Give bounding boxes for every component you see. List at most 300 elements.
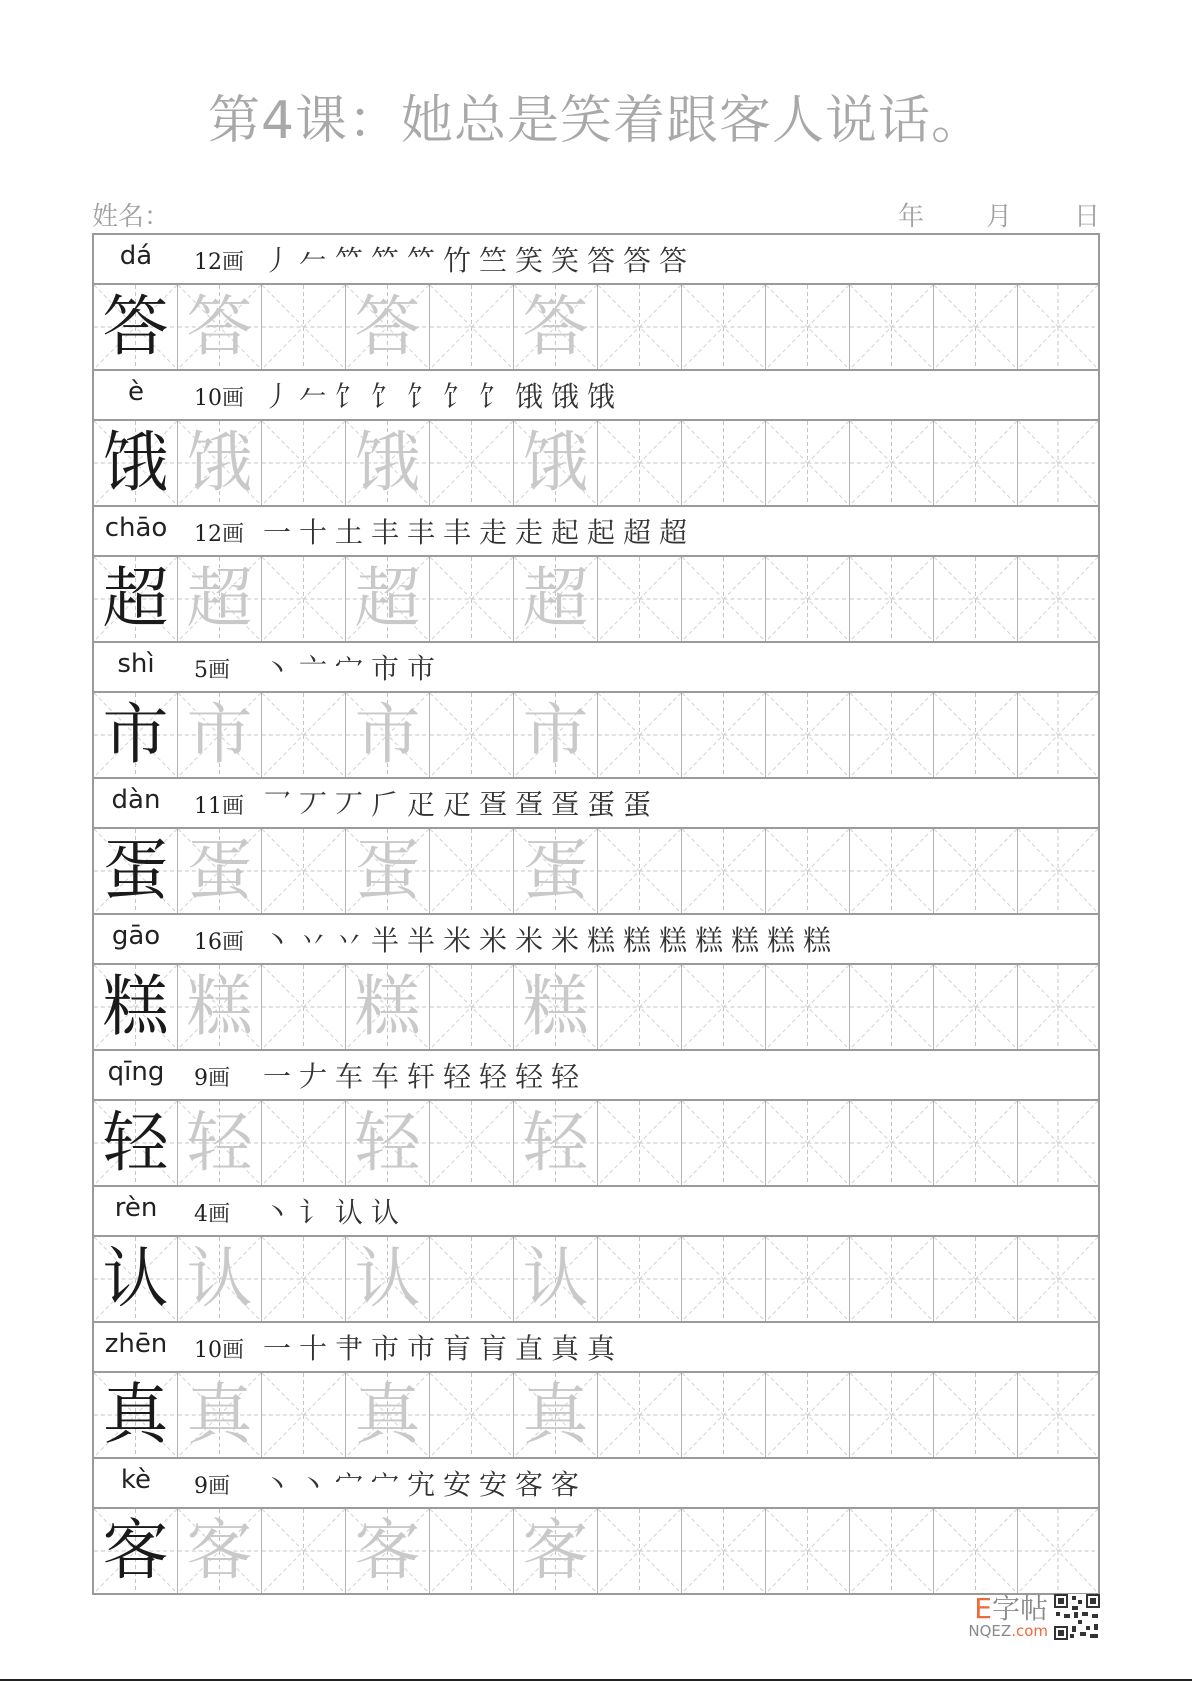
practice-cell[interactable]: [346, 421, 430, 505]
practice-cell[interactable]: [178, 421, 262, 505]
model-cell[interactable]: [94, 693, 178, 777]
model-cell[interactable]: [94, 1509, 178, 1593]
name-label: 姓名：: [92, 202, 171, 232]
trace-character: 认: [522, 1240, 589, 1317]
char-info-row: [94, 915, 1098, 965]
stroke-step: 糕: [730, 924, 759, 957]
stroke-step: 轻: [514, 1060, 543, 1093]
stroke-step: 糕: [658, 924, 687, 957]
stroke-step: 认: [370, 1196, 399, 1229]
practice-cell[interactable]: [850, 421, 934, 505]
trace-character: 轻: [354, 1104, 421, 1181]
practice-cell[interactable]: [1018, 557, 1098, 641]
practice-cell[interactable]: [598, 693, 682, 777]
practice-cell[interactable]: [346, 285, 430, 369]
trace-character: 客: [522, 1512, 589, 1589]
practice-cell[interactable]: [598, 1101, 682, 1185]
practice-cell[interactable]: [934, 421, 1018, 505]
practice-cell[interactable]: [934, 965, 1018, 1049]
practice-cell[interactable]: [262, 829, 346, 913]
stroke-step: 疍: [478, 788, 507, 821]
practice-cell[interactable]: [514, 285, 598, 369]
practice-cell[interactable]: [346, 1237, 430, 1321]
stroke-step: 肓: [478, 1332, 507, 1365]
lesson-title: 第4课：她总是笑着跟客人说话。: [207, 91, 985, 151]
stroke-step: 直: [514, 1332, 543, 1365]
stroke-step: 轩: [406, 1060, 435, 1093]
writing-grid-row: [94, 421, 1098, 507]
stroke-step: 土: [334, 516, 363, 549]
stroke-step: 客: [514, 1468, 543, 1501]
model-character: 蛋: [102, 832, 169, 909]
stroke-step: 饣: [478, 380, 507, 413]
stroke-step: 糕: [802, 924, 831, 957]
writing-grid-row: [94, 693, 1098, 779]
stroke-step: 饣: [442, 380, 471, 413]
model-character: 答: [102, 288, 169, 365]
stroke-step: 米: [550, 924, 579, 957]
stroke-step: 丿: [262, 380, 291, 413]
model-character: 轻: [102, 1104, 169, 1181]
practice-cell[interactable]: [934, 829, 1018, 913]
model-cell[interactable]: [94, 1101, 178, 1185]
practice-cell[interactable]: [1018, 1373, 1098, 1457]
model-cell[interactable]: [94, 1237, 178, 1321]
practice-cell[interactable]: [514, 1237, 598, 1321]
stroke-step: 宀: [370, 1468, 399, 1501]
stroke-order: [259, 1463, 583, 1503]
practice-cell[interactable]: [850, 965, 934, 1049]
practice-cell[interactable]: [346, 829, 430, 913]
stroke-step: 认: [334, 1196, 363, 1229]
stroke-step: 丶: [262, 1196, 291, 1229]
pinyin: qīng: [107, 1057, 165, 1087]
practice-cell[interactable]: [598, 1237, 682, 1321]
trace-character: 糕: [186, 968, 253, 1045]
trace-character: 真: [522, 1376, 589, 1453]
stroke-count: 9画: [194, 1474, 230, 1499]
practice-cell[interactable]: [598, 557, 682, 641]
practice-cell[interactable]: [766, 1101, 850, 1185]
writing-grid-row: [94, 1101, 1098, 1187]
practice-cell[interactable]: [598, 421, 682, 505]
stroke-step: 𠂉: [298, 380, 327, 413]
practice-cell[interactable]: [850, 1509, 934, 1593]
practice-cell[interactable]: [934, 285, 1018, 369]
char-info-row: [94, 235, 1098, 285]
day-label: 日: [1073, 202, 1100, 232]
practice-cell[interactable]: [178, 1101, 262, 1185]
model-character: 饿: [102, 424, 169, 501]
pinyin: chāo: [104, 513, 168, 543]
model-character: 超: [102, 560, 169, 637]
logo-e: E: [974, 1592, 992, 1626]
practice-cell[interactable]: [178, 965, 262, 1049]
practice-cell[interactable]: [514, 965, 598, 1049]
stroke-count: 12画: [194, 522, 244, 547]
practice-cell[interactable]: [262, 1101, 346, 1185]
stroke-count: 9画: [194, 1066, 230, 1091]
practice-cell[interactable]: [430, 1101, 514, 1185]
practice-cell[interactable]: [262, 285, 346, 369]
model-cell[interactable]: [94, 421, 178, 505]
year-label: 年: [897, 202, 924, 232]
stroke-step: 𥫗: [334, 244, 363, 277]
stroke-step: 米: [514, 924, 543, 957]
stroke-order: [259, 919, 835, 959]
practice-cell[interactable]: [430, 829, 514, 913]
practice-cell[interactable]: [682, 1509, 766, 1593]
stroke-count: 10画: [194, 386, 244, 411]
practice-cell[interactable]: [430, 1237, 514, 1321]
practice-cell[interactable]: [682, 557, 766, 641]
stroke-step: 起: [550, 516, 579, 549]
stroke-step: 饿: [550, 380, 579, 413]
practice-cell[interactable]: [1018, 285, 1098, 369]
practice-cell[interactable]: [178, 285, 262, 369]
trace-character: 答: [186, 288, 253, 365]
char-info-row: [94, 507, 1098, 557]
practice-cell[interactable]: [178, 1373, 262, 1457]
practice-cell[interactable]: [430, 693, 514, 777]
writing-grid-row: [94, 965, 1098, 1051]
stroke-step: 饣: [406, 380, 435, 413]
writing-grid-row: [94, 285, 1098, 371]
stroke-step: 丶: [262, 652, 291, 685]
stroke-step: 一: [262, 1060, 291, 1093]
stroke-step: 真: [586, 1332, 615, 1365]
practice-cell[interactable]: [514, 421, 598, 505]
practice-cell[interactable]: [766, 829, 850, 913]
stroke-step: 𥫗: [406, 244, 435, 277]
stroke-step: 超: [658, 516, 687, 549]
month-label: 月: [985, 202, 1012, 232]
stroke-step: 糕: [694, 924, 723, 957]
practice-cell[interactable]: [598, 285, 682, 369]
stroke-order: [259, 647, 439, 687]
trace-character: 超: [354, 560, 421, 637]
stroke-step: 乛: [262, 788, 291, 821]
trace-character: 糕: [522, 968, 589, 1045]
practice-cell[interactable]: [430, 285, 514, 369]
practice-cell[interactable]: [682, 829, 766, 913]
practice-cell[interactable]: [430, 557, 514, 641]
practice-cell[interactable]: [1018, 1509, 1098, 1593]
practice-cell[interactable]: [682, 1101, 766, 1185]
trace-character: 市: [186, 696, 253, 773]
pinyin: shì: [117, 649, 155, 679]
char-info-row: [94, 1323, 1098, 1373]
trace-character: 答: [522, 288, 589, 365]
practice-cell[interactable]: [682, 1237, 766, 1321]
stroke-step: 疋: [406, 788, 435, 821]
practice-cell[interactable]: [850, 557, 934, 641]
stroke-step: 丆: [334, 788, 363, 821]
practice-cell[interactable]: [1018, 693, 1098, 777]
stroke-step: 竹: [442, 244, 471, 277]
char-info-row: [94, 1187, 1098, 1237]
stroke-step: 丶: [298, 1468, 327, 1501]
practice-cell[interactable]: [766, 965, 850, 1049]
stroke-step: 𠂉: [298, 244, 327, 277]
practice-cell[interactable]: [1018, 421, 1098, 505]
stroke-step: 走: [514, 516, 543, 549]
stroke-step: 丶: [262, 924, 291, 957]
stroke-count: 16画: [194, 930, 244, 955]
model-cell[interactable]: [94, 285, 178, 369]
logo-url-main: NQEZ: [968, 1621, 1012, 1640]
stroke-step: 宄: [406, 1468, 435, 1501]
stroke-step: 轻: [550, 1060, 579, 1093]
stroke-step: 蛋: [622, 788, 651, 821]
practice-cell[interactable]: [1018, 829, 1098, 913]
trace-character: 真: [354, 1376, 421, 1453]
practice-cell[interactable]: [346, 557, 430, 641]
stroke-step: 走: [478, 516, 507, 549]
stroke-step: 𠂇: [298, 1060, 327, 1093]
stroke-step: 真: [550, 1332, 579, 1365]
stroke-order: [259, 375, 619, 415]
practice-cell[interactable]: [766, 693, 850, 777]
pinyin: è: [128, 377, 144, 407]
stroke-step: 一: [262, 516, 291, 549]
practice-cell[interactable]: [178, 1237, 262, 1321]
practice-cell[interactable]: [178, 557, 262, 641]
trace-character: 客: [354, 1512, 421, 1589]
practice-cell[interactable]: [1018, 1237, 1098, 1321]
practice-cell[interactable]: [262, 1509, 346, 1593]
stroke-step: 丷: [298, 924, 327, 957]
stroke-step: 𠂆: [370, 788, 399, 821]
stroke-step: 轻: [442, 1060, 471, 1093]
stroke-step: 米: [442, 924, 471, 957]
trace-character: 市: [354, 696, 421, 773]
stroke-count: 4画: [194, 1202, 230, 1227]
pinyin: zhēn: [104, 1329, 168, 1359]
practice-cell[interactable]: [430, 965, 514, 1049]
stroke-step: 丰: [370, 516, 399, 549]
practice-cell[interactable]: [262, 1237, 346, 1321]
practice-cell[interactable]: [178, 1509, 262, 1593]
stroke-step: 安: [442, 1468, 471, 1501]
stroke-step: 宀: [334, 1468, 363, 1501]
practice-cell[interactable]: [514, 1101, 598, 1185]
practice-cell[interactable]: [514, 693, 598, 777]
char-info-row: [94, 1459, 1098, 1509]
practice-cell[interactable]: [1018, 965, 1098, 1049]
model-character: 市: [102, 696, 169, 773]
stroke-step: 饣: [334, 380, 363, 413]
practice-cell[interactable]: [178, 693, 262, 777]
practice-cell[interactable]: [346, 1101, 430, 1185]
practice-cell[interactable]: [346, 1373, 430, 1457]
stroke-order: [259, 1055, 583, 1095]
practice-cell[interactable]: [766, 285, 850, 369]
trace-character: 糕: [354, 968, 421, 1045]
stroke-step: 起: [586, 516, 615, 549]
practice-cell[interactable]: [1018, 1101, 1098, 1185]
stroke-order: [259, 1191, 403, 1231]
char-info-row: [94, 643, 1098, 693]
stroke-step: 半: [406, 924, 435, 957]
trace-character: 蛋: [186, 832, 253, 909]
pinyin: dá: [119, 241, 153, 271]
model-cell[interactable]: [94, 965, 178, 1049]
stroke-step: 市: [406, 652, 435, 685]
writing-grid-row: [94, 1373, 1098, 1459]
practice-cell[interactable]: [430, 1373, 514, 1457]
trace-character: 客: [186, 1512, 253, 1589]
stroke-step: 半: [370, 924, 399, 957]
practice-cell[interactable]: [934, 557, 1018, 641]
practice-cell[interactable]: [262, 693, 346, 777]
model-character: 认: [102, 1240, 169, 1317]
stroke-step: 亠: [298, 652, 327, 685]
trace-character: 市: [522, 696, 589, 773]
stroke-step: 疍: [550, 788, 579, 821]
practice-cell[interactable]: [598, 1509, 682, 1593]
practice-cell[interactable]: [346, 1509, 430, 1593]
practice-cell[interactable]: [766, 1237, 850, 1321]
stroke-step: 十: [298, 1332, 327, 1365]
practice-cell[interactable]: [682, 693, 766, 777]
model-cell[interactable]: [94, 557, 178, 641]
practice-cell[interactable]: [514, 1509, 598, 1593]
stroke-step: 宀: [334, 652, 363, 685]
stroke-count: 12画: [194, 250, 244, 275]
stroke-order: [259, 511, 691, 551]
stroke-step: 答: [586, 244, 615, 277]
practice-cell[interactable]: [262, 965, 346, 1049]
practice-cell[interactable]: [682, 285, 766, 369]
pinyin: gāo: [111, 921, 161, 951]
stroke-step: 市: [406, 1332, 435, 1365]
practice-cell[interactable]: [514, 1373, 598, 1457]
stroke-step: 丰: [406, 516, 435, 549]
practice-cell[interactable]: [598, 1373, 682, 1457]
stroke-step: 米: [478, 924, 507, 957]
practice-cell[interactable]: [850, 1373, 934, 1457]
practice-cell[interactable]: [682, 421, 766, 505]
practice-cell[interactable]: [262, 421, 346, 505]
model-cell[interactable]: [94, 829, 178, 913]
stroke-step: 轻: [478, 1060, 507, 1093]
practice-cell[interactable]: [766, 1509, 850, 1593]
practice-cell[interactable]: [514, 557, 598, 641]
trace-character: 饿: [522, 424, 589, 501]
stroke-step: 肓: [442, 1332, 471, 1365]
writing-grid-row: [94, 1237, 1098, 1323]
trace-character: 饿: [354, 424, 421, 501]
stroke-count: 10画: [194, 1338, 244, 1363]
trace-character: 超: [522, 560, 589, 637]
stroke-step: 市: [370, 1332, 399, 1365]
stroke-count: 11画: [194, 794, 244, 819]
practice-cell[interactable]: [682, 965, 766, 1049]
stroke-step: 讠: [298, 1196, 327, 1229]
stroke-step: 竺: [478, 244, 507, 277]
practice-cell[interactable]: [178, 829, 262, 913]
logo-name: 字帖: [991, 1592, 1048, 1626]
stroke-count: 5画: [194, 658, 230, 683]
stroke-step: 疋: [442, 788, 471, 821]
stroke-step: 笑: [514, 244, 543, 277]
stroke-step: 丷: [334, 924, 363, 957]
char-info-row: [94, 779, 1098, 829]
trace-character: 轻: [186, 1104, 253, 1181]
practice-cell[interactable]: [934, 1509, 1018, 1593]
trace-character: 认: [186, 1240, 253, 1317]
stroke-order: [259, 239, 691, 279]
qr-code-icon: [1054, 1594, 1100, 1640]
practice-cell[interactable]: [766, 1373, 850, 1457]
stroke-step: 肀: [334, 1332, 363, 1365]
writing-grid-row: [94, 557, 1098, 643]
practice-cell[interactable]: [850, 285, 934, 369]
stroke-step: 丶: [262, 1468, 291, 1501]
stroke-step: 糕: [622, 924, 651, 957]
practice-cell[interactable]: [934, 1237, 1018, 1321]
stroke-step: 𥫗: [370, 244, 399, 277]
model-cell[interactable]: [94, 1373, 178, 1457]
practice-sheet: [92, 233, 1100, 1595]
stroke-step: 饿: [514, 380, 543, 413]
practice-cell[interactable]: [346, 965, 430, 1049]
stroke-step: 丰: [442, 516, 471, 549]
stroke-step: 饣: [370, 380, 399, 413]
stroke-step: 答: [622, 244, 651, 277]
practice-cell[interactable]: [850, 1101, 934, 1185]
practice-cell[interactable]: [850, 1237, 934, 1321]
stroke-order: [259, 1327, 619, 1367]
stroke-step: 车: [370, 1060, 399, 1093]
practice-cell[interactable]: [850, 693, 934, 777]
stroke-step: 丆: [298, 788, 327, 821]
stroke-step: 饿: [586, 380, 615, 413]
stroke-order: [259, 783, 655, 823]
pinyin: kè: [120, 1465, 152, 1495]
trace-character: 蛋: [522, 832, 589, 909]
practice-cell[interactable]: [766, 557, 850, 641]
stroke-step: 安: [478, 1468, 507, 1501]
practice-cell[interactable]: [934, 1101, 1018, 1185]
stroke-step: 蛋: [586, 788, 615, 821]
stroke-step: 糕: [586, 924, 615, 957]
practice-cell[interactable]: [850, 829, 934, 913]
practice-cell[interactable]: [934, 693, 1018, 777]
model-character: 真: [102, 1376, 169, 1453]
practice-cell[interactable]: [346, 693, 430, 777]
practice-cell[interactable]: [262, 557, 346, 641]
practice-cell[interactable]: [514, 829, 598, 913]
practice-cell[interactable]: [766, 421, 850, 505]
practice-cell[interactable]: [430, 1509, 514, 1593]
practice-cell[interactable]: [598, 829, 682, 913]
pinyin: dàn: [111, 785, 161, 815]
practice-cell[interactable]: [430, 421, 514, 505]
practice-cell[interactable]: [262, 1373, 346, 1457]
stroke-step: 丿: [262, 244, 291, 277]
char-info-row: [94, 1051, 1098, 1101]
writing-grid-row: [94, 1509, 1098, 1593]
practice-cell[interactable]: [934, 1373, 1018, 1457]
practice-cell[interactable]: [598, 965, 682, 1049]
practice-cell[interactable]: [682, 1373, 766, 1457]
model-character: 客: [102, 1512, 169, 1589]
trace-character: 认: [354, 1240, 421, 1317]
trace-character: 答: [354, 288, 421, 365]
stroke-step: 疍: [514, 788, 543, 821]
